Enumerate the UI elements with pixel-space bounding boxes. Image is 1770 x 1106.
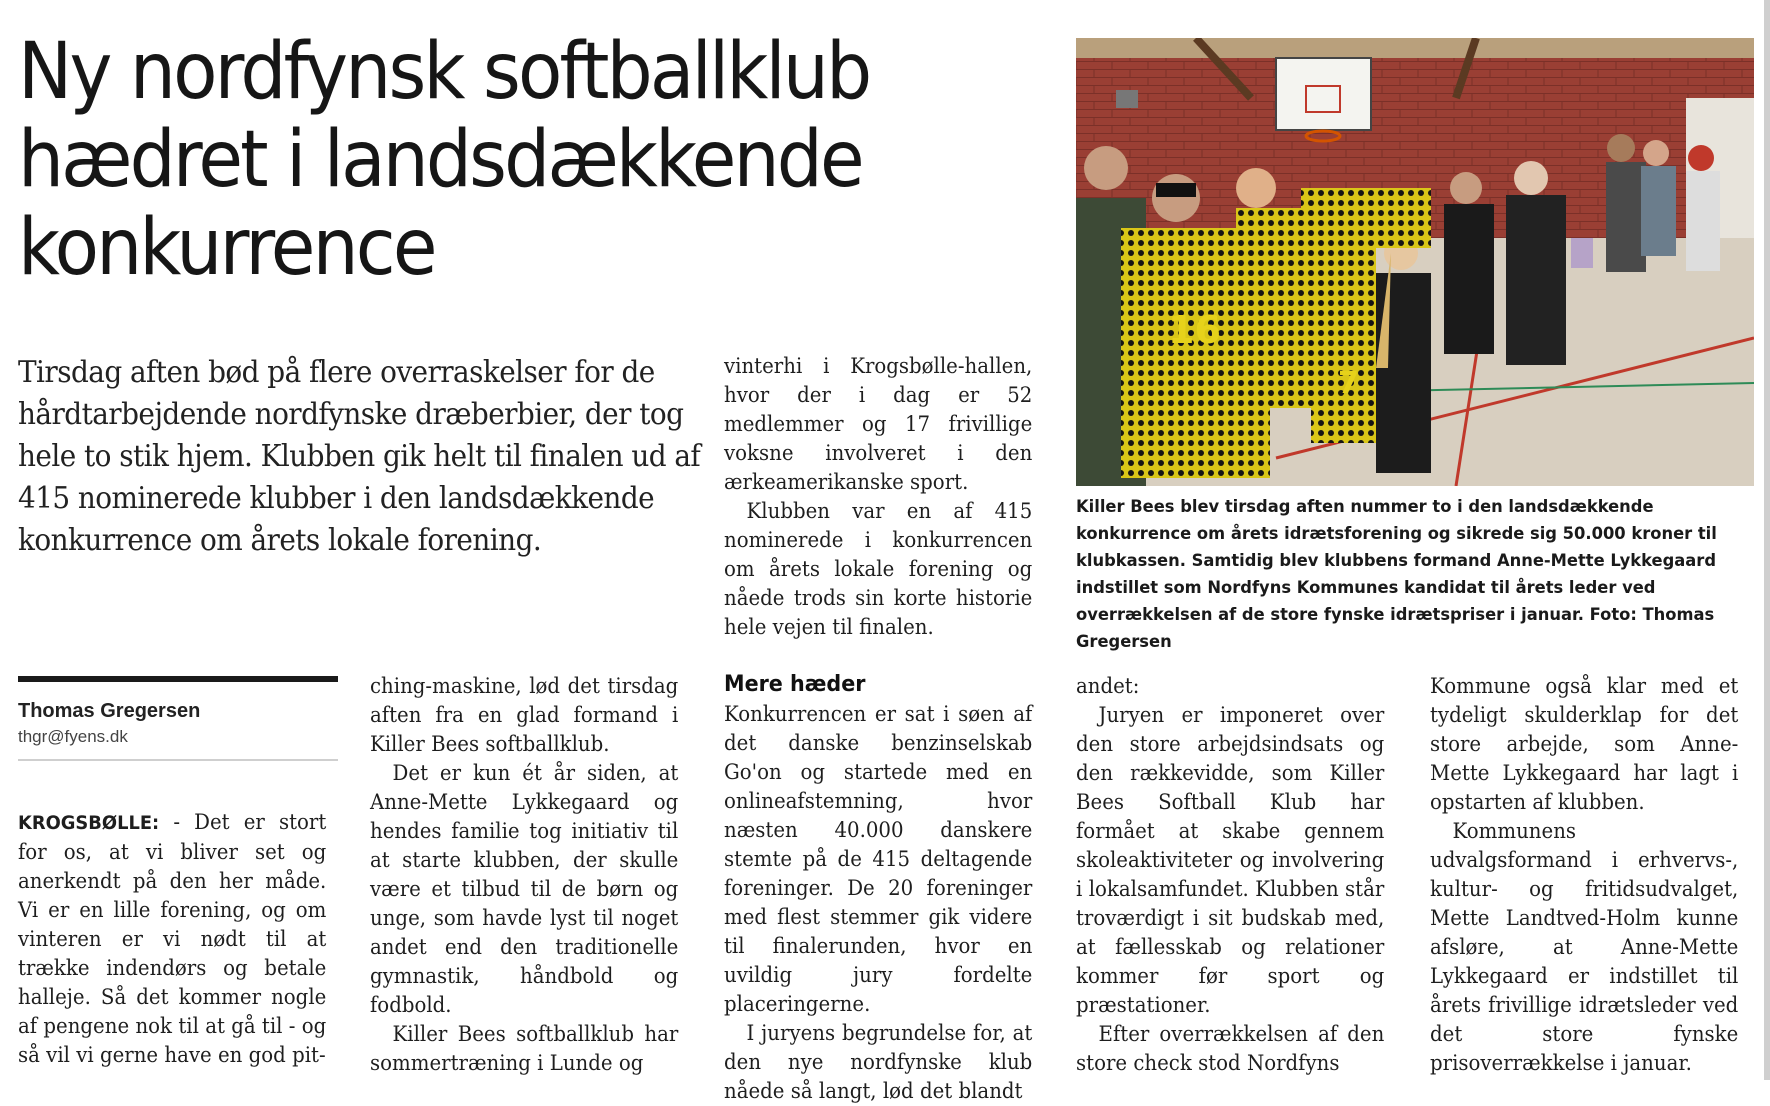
photo-caption: Killer Bees blev tirsdag aften nummer to i den landsdækkende konkurrence om årets idrætsforening og sikrede sig 50.000 kroner til klubkassen. Samtidig blev klubbens formand Anne-Mette Lykkegaard indstillet som Nordfyns Kommunes kandidat til årets leder ved overrækkelsen af de store fynske idrætspriser i januar. Foto: Thomas Gregersen (1076, 497, 1717, 652)
page-edge (1764, 0, 1770, 1080)
paragraph: - Det er stort for os, at vi bliver set og anerkendt på den her måde. Vi er en lille forening, og om vinteren er vi nødt til at trække indendørs og betale halleje. Så det kommer nogle af pengene nok til at gå til - og så vil vi gerne have en god pit- (18, 810, 327, 1067)
headline: Ny nordfynsk softballklub hædret i landsdækkende konkurrence (18, 27, 870, 293)
column-5 (1430, 672, 1738, 1078)
byline-divider (18, 759, 338, 761)
byline (18, 676, 338, 761)
paragraph: Konkurrencen er sat i søen af det danske benzinselskab Go'on og startede med en onlineafstemning, hvor næsten 40.000 danskere stemte på de 415 deltagende foreninger. De 20 foreninger med flest stemmer gik videre til finalerunden, hvor en uvildig jury fordelte placeringerne. (724, 702, 1033, 1016)
article-photo (1076, 38, 1754, 486)
paragraph: Kommunens udvalgsformand i erhvervs-, kultur- og fritidsudvalget, Mette Landtved-Holm kunne afsløre, at Anne-Mette Lykkegaard er indstillet til årets frivillige idrætsleder ved det store fynske prisoverrækkelse i januar. (1430, 819, 1739, 1075)
author-name: Thomas Gregersen (18, 700, 201, 722)
jersey-number: 16 (1168, 308, 1221, 352)
column-1 (18, 808, 326, 1070)
byline-rule (18, 676, 338, 682)
paragraph: Efter overrækkelsen af den store check stod Nordfyns (1076, 1022, 1385, 1075)
column-3-top (724, 352, 1032, 642)
paragraph: ching-maskine, lød det tirsdag aften fra en glad formand i Killer Bees softballklub. (370, 674, 679, 756)
paragraph: Killer Bees softballklub har sommertræning i Lunde og (370, 1022, 679, 1075)
team-photo-illustration (1076, 38, 1754, 486)
dateline: KROGSBØLLE: (18, 812, 160, 834)
paragraph: Det er kun ét år siden, at Anne-Mette Lykkegaard og hendes familie tog initiativ til at starte klubben, der skulle være et tilbud til de børn og unge, som havde lyst til noget andet end den traditionelle gymnastik, håndbold og fodbold. (370, 761, 679, 1017)
paragraph: vinterhi i Krogsbølle-hallen, hvor der i dag er 52 medlemmer og 17 frivillige voksne involveret i den ærkeamerikanske sport. (724, 354, 1033, 494)
paragraph: Juryen er imponeret over den store arbejdsindsats og den rækkevidde, som Killer Bees Softball Klub har formået at skabe gennem skoleaktiviteter og involvering i lokalsamfundet. Klubben står troværdigt i sit budskab med, at fællesskab og relationer kommer før sport og præstationer. (1076, 703, 1385, 1017)
paragraph: I juryens begrundelse for, at den nye nordfynske klub nåede så langt, lød det blandt (724, 1021, 1033, 1103)
jersey-number: 7 (1338, 366, 1359, 401)
column-2 (370, 672, 678, 1078)
lead-paragraph: Tirsdag aften bød på flere overraskelser for de hårdtarbejdende nordfynske dræberbier, der tog hele to stik hjem. Klubben gik helt til finalen ud af 415 nominerede klubber i den landsdækkende konkurrence om årets lokale forening. (18, 355, 701, 558)
subheading: Mere hæder (724, 672, 866, 697)
column-4 (1076, 672, 1384, 1078)
paragraph: andet: (1076, 674, 1140, 698)
paragraph: Klubben var en af 415 nominerede i konkurrencen om årets lokale forening og nåede trods sin korte historie hele vejen til finalen. (724, 499, 1033, 639)
author-email: thgr@fyens.dk (18, 727, 128, 746)
column-3 (724, 670, 1032, 1106)
paragraph: Kommune også klar med et tydeligt skulderklap for det store arbejde, som Anne-Mette Lykkegaard har lagt i opstarten af klubben. (1430, 674, 1739, 814)
